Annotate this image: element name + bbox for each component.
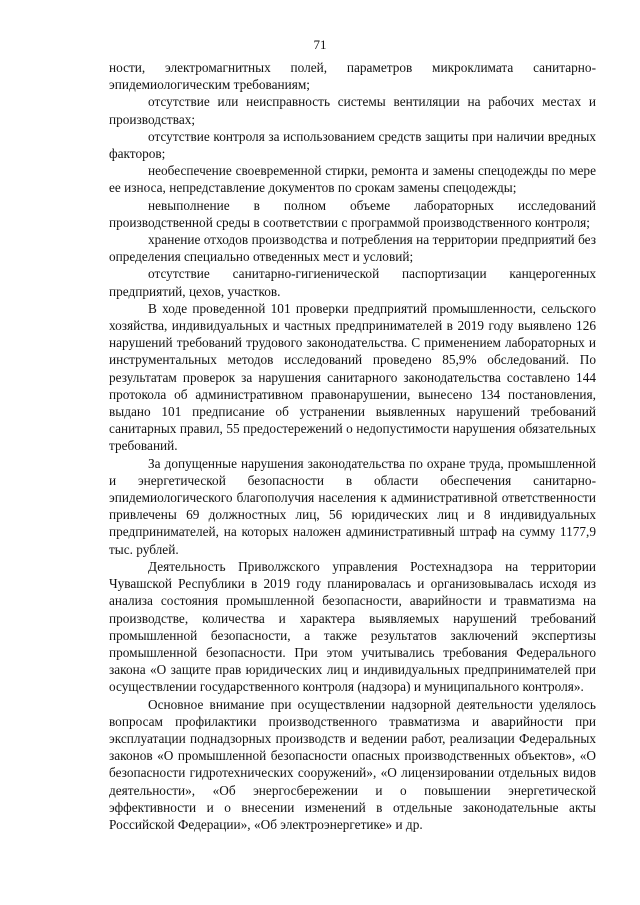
list-item-waste-storage: хранение отходов производства и потребления на территории предприятий без определения специально отведенных мест и условий; xyxy=(109,232,596,265)
paragraph-continuation: ности, электромагнитных полей, параметров микроклимата санитарно-эпидемиологическим требованиям; xyxy=(109,60,596,93)
paragraph-violations: За допущенные нарушения законодательства по охране труда, промышленной и энергетической безопасности в области обеспечения санитарно-эпидемиологического благополучия населения к административной ответственности привлечены 69 должностных лиц, 56 юридических лиц и 8 индивидуальных предпринимателей, на которых наложен административный штраф на сумму 1177,9 тыс. рублей. xyxy=(109,455,596,557)
list-item-workwear: необеспечение своевременной стирки, ремонта и замены спецодежды по мере ее износа, непредставление документов по срокам замены спецодежды; xyxy=(109,163,596,196)
paragraph-inspections: В ходе проведенной 101 проверки предприятий промышленности, сельского хозяйства, индивидуальных и частных предпринимателей в 2019 году выявлено 126 нарушений требований трудового законодательства. С применением лабораторных и инструментальных методов исследований проведено 85,9% обследований. По результатам проверок за нарушения санитарного законодательства составлено 144 протокола об административном правонарушении, вынесено 134 постановления, выдано 101 предписание об устранении выявленных нарушений требований санитарных правил, 55 предостережений о недопустимости нарушения обязательных требований. xyxy=(109,300,596,454)
body-text xyxy=(109,59,596,833)
list-item-ventilation: отсутствие или неисправность системы вентиляции на рабочих местах и производствах; xyxy=(109,94,596,127)
list-item-certification: отсутствие санитарно-гигиенической паспортизации канцерогенных предприятий, цехов, участков. xyxy=(109,266,596,299)
list-item-lab-research: невыполнение в полном объеме лабораторных исследований производственной среды в соответствии с программой производственного контроля; xyxy=(109,197,596,230)
paragraph-supervision: Основное внимание при осуществлении надзорной деятельности уделялось вопросам профилактики производственного травматизма и аварийности при эксплуатации поднадзорных производств и ведении работ, реализации Федеральных законов «О промышленной безопасности опасных производственных объектов», «О безопасности гидротехнических сооружений», «О лицензировании отдельных видов деятельности», «Об энергосбережении и о повышении энергетической эффективности и о внесении изменений в отдельные законодательные акты Российской Федерации», «Об электроэнергетике» и др. xyxy=(109,696,596,832)
list-item-protection-control: отсутствие контроля за использованием средств защиты при наличии вредных факторов; xyxy=(109,128,596,162)
paragraph-rostekhnadzor: Деятельность Приволжского управления Ростехнадзора на территории Чувашской Республики в 2019 году планировалась и организовывалась исходя из анализа состояния промышленной безопасности, аварийности и травматизма на производстве, количества и характера выявляемых нарушений требований промышленной безопасности, а также результатов заключений экспертизы промышленной безопасности. При этом учитывались требования Федерального закона «О защите прав юридических лиц и индивидуальных предпринимателей при осуществлении государственного контроля (надзора) и муниципального контроля». xyxy=(109,558,596,695)
page-number: 71 xyxy=(313,37,327,52)
